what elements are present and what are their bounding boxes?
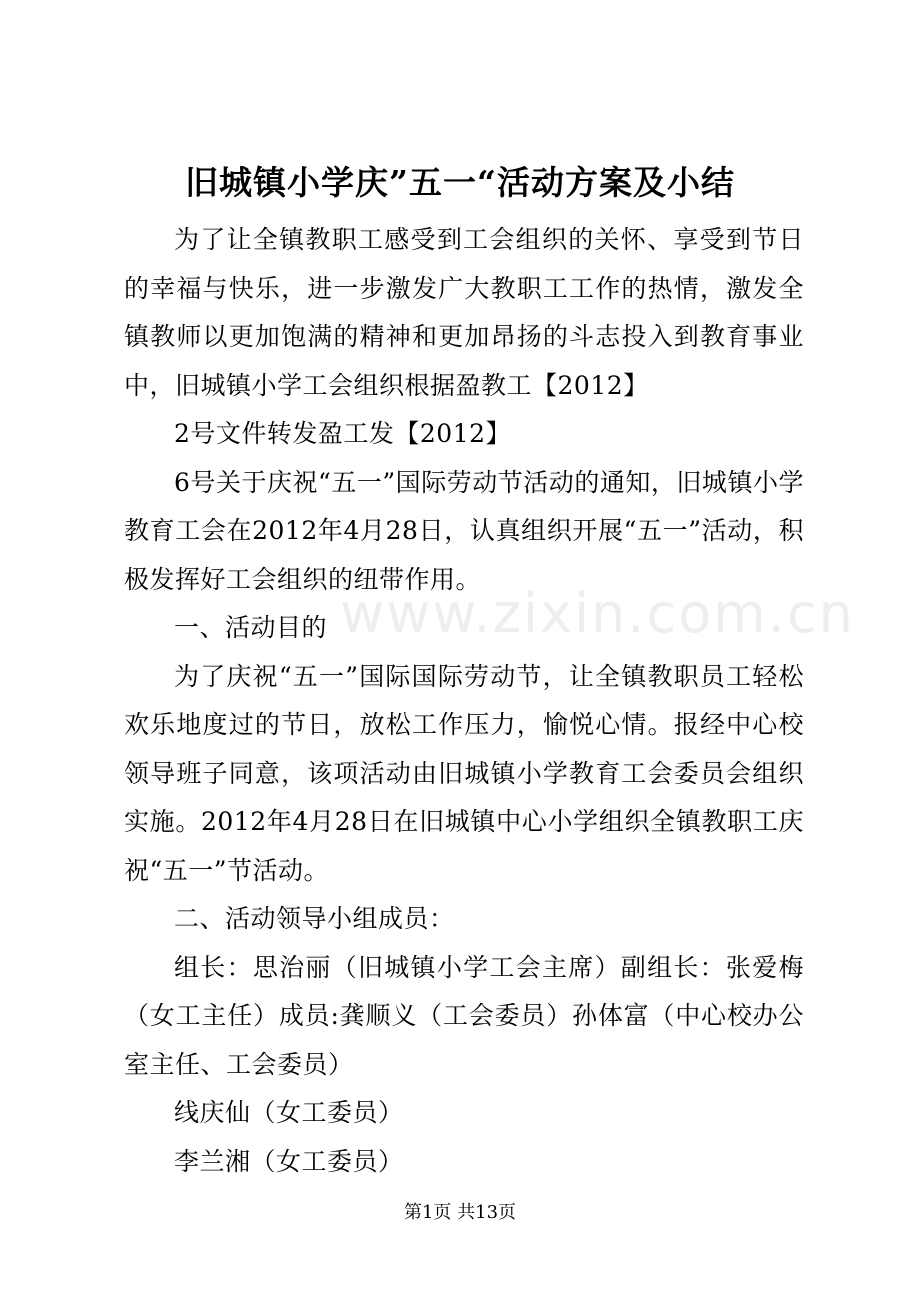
section-heading-leadership: 二、活动领导小组成员： — [174, 904, 455, 933]
paragraph-notice: 6号关于庆祝“五一”国际劳动节活动的通知，旧城镇小学教育工会在2012年4月28日，认真组织开展“五一”活动，积极发挥好工会组织的纽带作用。 — [124, 467, 804, 594]
section-heading-purpose: 一、活动目的 — [174, 613, 328, 642]
paragraph-intro: 为了让全镇教职工感受到工会组织的关怀、享受到节日的幸福与快乐，进一步激发广大教职工工作的热情，激发全镇教师以更加饱满的精神和更加昂扬的斗志投入到教育事业中，旧城镇小学工会组织根据盈教工【2012】 — [124, 225, 804, 400]
document-body — [124, 216, 804, 1186]
paragraph-leadership-members: 组长：思治丽（旧城镇小学工会主席）副组长：张爱梅（女工主任）成员:龚顺义（工会委员）孙体富（中心校办公室主任、工会委员） — [124, 952, 804, 1079]
document-title: 旧城镇小学庆”五一“活动方案及小结 — [185, 163, 735, 202]
paragraph-purpose: 为了庆祝“五一”国际国际劳动节，让全镇教职员工轻松欢乐地度过的节日，放松工作压力，愉悦心情。报经中心校领导班子同意，该项活动由旧城镇小学教育工会委员会组织实施。2012年4月28日在旧城镇中心小学组织全镇教职工庆祝“五一”节活动。 — [124, 661, 804, 885]
paragraph-member-li: 李兰湘（女工委员） — [174, 1146, 404, 1176]
page-footer: 第1页 共13页 — [403, 1202, 517, 1223]
watermark: www.zixin.com.cn — [340, 582, 855, 645]
paragraph-file-reference: 2号文件转发盈工发【2012】 — [174, 419, 512, 448]
paragraph-member-xian: 线庆仙（女工委员） — [174, 1098, 404, 1127]
